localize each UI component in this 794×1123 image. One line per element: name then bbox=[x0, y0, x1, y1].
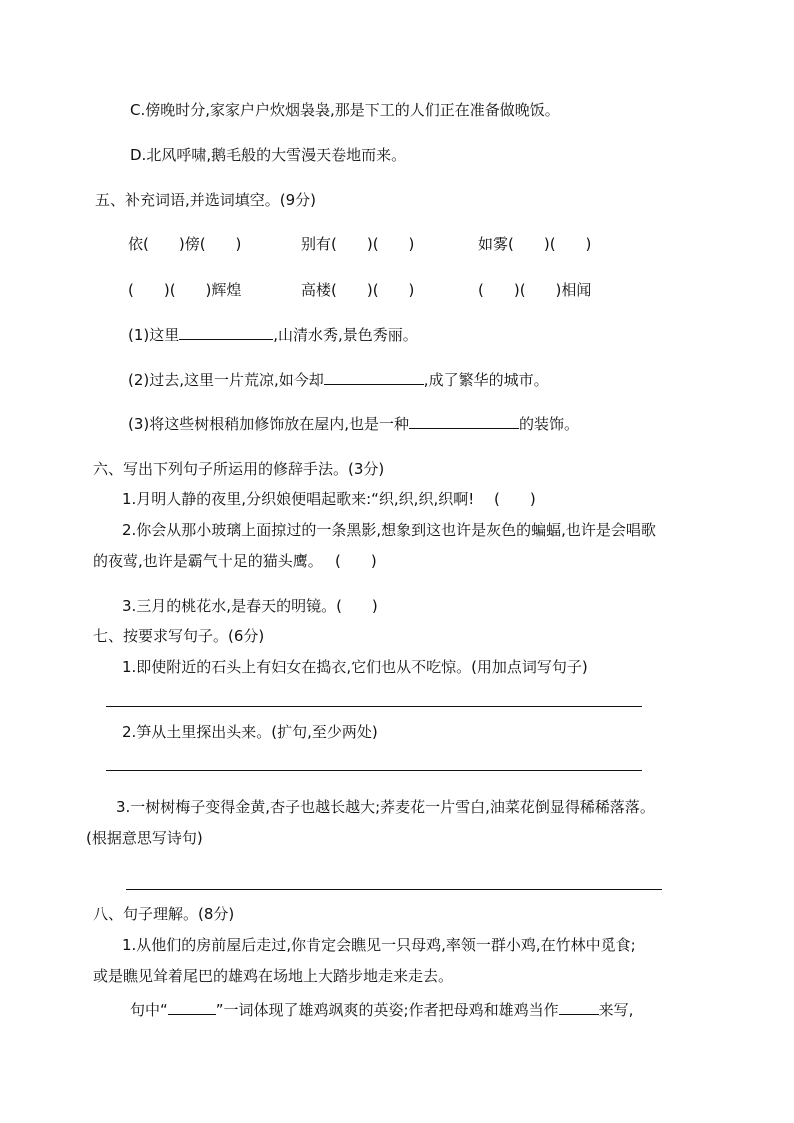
understanding-question-1-line3: 句中“ ”一词体现了雄鸡飒爽的英姿;作者把母鸡和雄鸡当作 来写, bbox=[130, 1001, 634, 1019]
section6-title: 六、写出下列句子所运用的修辞手法。(3分) bbox=[93, 460, 385, 478]
word-blank-2: 别有( )( ) bbox=[301, 235, 415, 253]
rhetoric-question-2-line2: 的夜莺,也许是霸气十足的猫头鹰。 ( ) bbox=[93, 552, 377, 570]
answer-line-2[interactable] bbox=[106, 770, 642, 771]
section7-title: 七、按要求写句子。(6分) bbox=[93, 627, 265, 645]
understanding-question-1-line2: 或是瞧见耸着尾巴的雄鸡在场地上大踏步地走来走去。 bbox=[93, 967, 454, 985]
word-blank-3: 如雾( )( ) bbox=[478, 235, 592, 253]
rewrite-question-3-line2: (根据意思写诗句) bbox=[86, 829, 203, 847]
rhetoric-question-3: 3.三月的桃花水,是春天的明镜。( ) bbox=[122, 597, 378, 615]
rhetoric-question-1: 1.月明人静的夜里,分织娘便唱起歌来:“织,织,织,织啊! ( ) bbox=[122, 490, 536, 508]
answer-blank[interactable] bbox=[409, 414, 519, 429]
word-blank-5: 高楼( )( ) bbox=[301, 281, 415, 299]
fill-question-2: (2)过去,这里一片荒凉,如今却 ,成了繁华的城市。 bbox=[128, 371, 549, 389]
understanding-question-1-line1: 1.从他们的房前屋后走过,你肯定会瞧见一只母鸡,率领一群小鸡,在竹林中觅食; bbox=[122, 936, 636, 954]
section5-title: 五、补充词语,并选词填空。(9分) bbox=[95, 191, 317, 209]
rewrite-question-1: 1.即使附近的石头上有妇女在捣衣,它们也从不吃惊。(用加点词写句子) bbox=[122, 658, 588, 676]
rhetoric-question-2-line1: 2.你会从那小玻璃上面掠过的一条黑影,想象到这也许是灰色的蝙蝠,也许是会唱歌 bbox=[122, 521, 656, 539]
fill-question-1: (1)这里 ,山清水秀,景色秀丽。 bbox=[128, 326, 418, 344]
option-c: C.傍晚时分,家家户户炊烟袅袅,那是下工的人们正在准备做晚饭。 bbox=[130, 101, 560, 119]
answer-blank[interactable] bbox=[559, 1000, 599, 1015]
rewrite-question-2: 2.笋从土里探出头来。(扩句,至少两处) bbox=[122, 723, 378, 741]
word-blank-6: ( )( )相闻 bbox=[478, 281, 592, 299]
option-d: D.北风呼啸,鹅毛般的大雪漫天卷地而来。 bbox=[130, 146, 407, 164]
rewrite-question-3-line1: 3.一树树梅子变得金黄,杏子也越长越大;荞麦花一片雪白,油菜花倒显得稀稀落落。 bbox=[116, 798, 655, 816]
answer-blank[interactable] bbox=[168, 1000, 216, 1015]
section8-title: 八、句子理解。(8分) bbox=[93, 905, 235, 923]
answer-line-3[interactable] bbox=[126, 889, 662, 890]
answer-blank[interactable] bbox=[324, 370, 424, 385]
word-blank-4: ( )( )辉煌 bbox=[128, 281, 242, 299]
word-blank-1: 依( )傍( ) bbox=[128, 235, 242, 253]
answer-line-1[interactable] bbox=[106, 706, 642, 707]
fill-question-3: (3)将这些树根稍加修饰放在屋内,也是一种 的装饰。 bbox=[128, 415, 580, 433]
answer-blank[interactable] bbox=[179, 325, 273, 340]
